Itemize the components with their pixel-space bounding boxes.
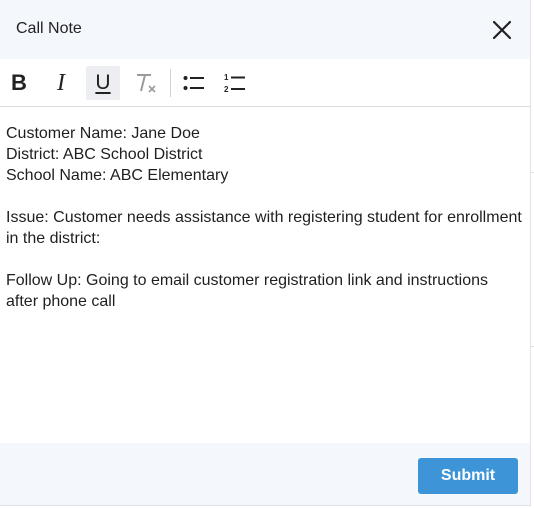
bold-button[interactable] [2,66,36,100]
clear-format-icon [134,71,158,95]
dialog-footer [0,443,530,505]
note-line-issue: Issue: Customer needs assistance with registering student for enrollment in the district: [6,209,522,247]
close-button[interactable] [486,14,518,46]
close-icon [493,21,511,39]
note-editor[interactable] [0,107,530,443]
numbered-list-icon [223,71,247,95]
toolbar-separator [170,69,171,97]
underline-icon: U [95,71,111,94]
bullet-list-button[interactable] [177,66,211,100]
underline-button[interactable] [86,66,120,100]
note-line-customer-name: Customer Name: Jane Doe [6,125,200,142]
formatting-toolbar [0,59,530,107]
note-line-district: District: ABC School District [6,146,203,163]
dialog-title: Call Note [16,20,82,37]
dialog-header [0,0,530,59]
submit-button[interactable]: Submit [418,458,518,494]
svg-text:1: 1 [224,73,229,82]
blank-line [6,186,524,207]
note-line-follow-up: Follow Up: Going to email customer registration link and instructions after phone call [6,272,488,310]
bullet-list-icon [182,71,206,95]
blank-line [6,249,524,270]
svg-text:2: 2 [224,85,229,94]
clear-format-button[interactable] [129,66,163,100]
italic-icon: I [57,69,65,96]
bold-icon: B [11,70,27,95]
note-line-school-name: School Name: ABC Elementary [6,167,229,184]
numbered-list-button[interactable] [218,66,252,100]
italic-button[interactable] [44,66,78,100]
